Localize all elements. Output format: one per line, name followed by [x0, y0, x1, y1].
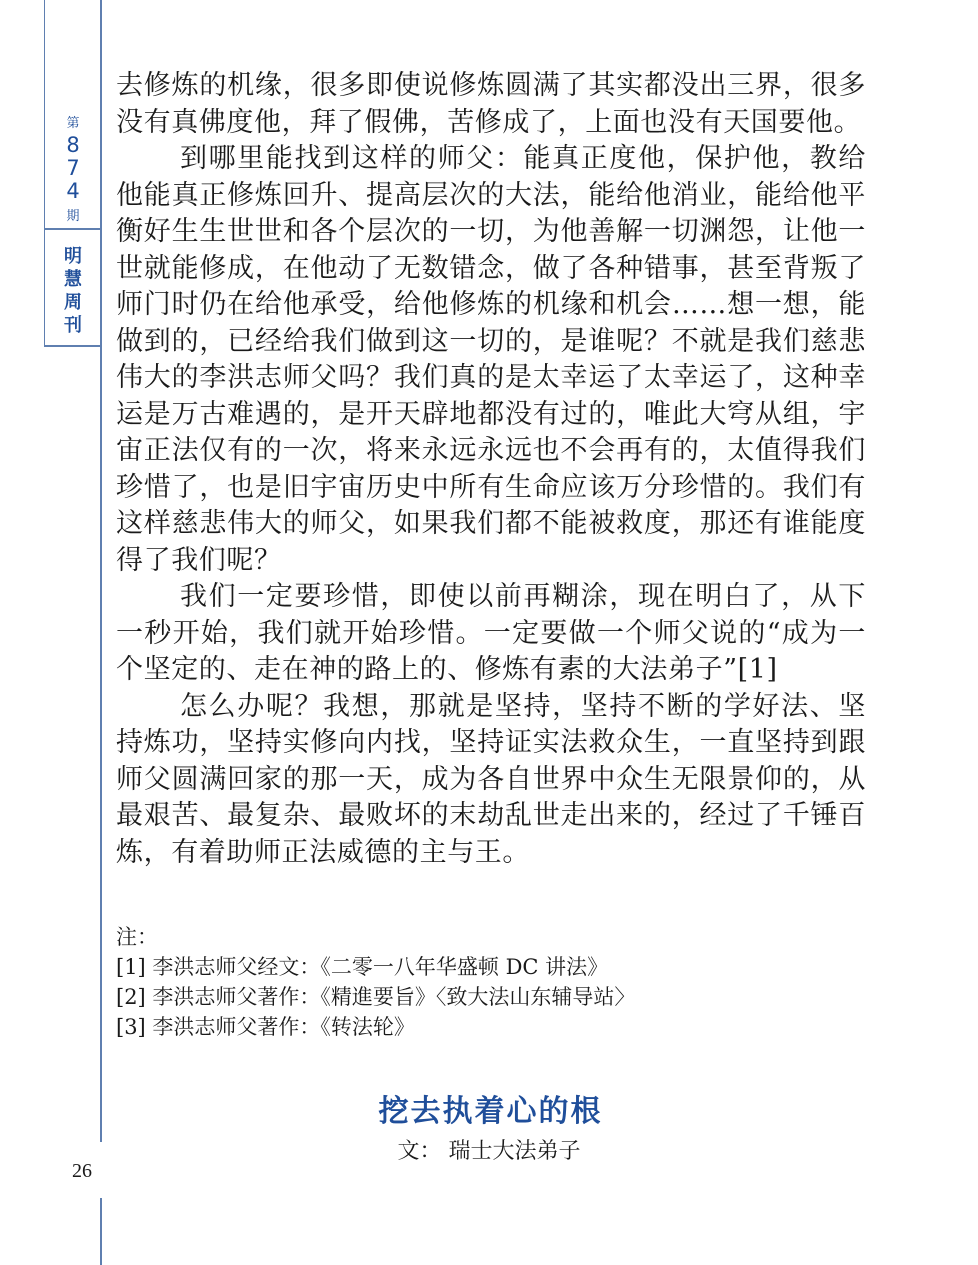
next-article-title [0, 1086, 978, 1130]
byline-text: 文： 瑞士大法弟子 [397, 1139, 581, 1164]
footnote-item: [3] 李洪志师父著作：《转法轮》 [116, 1015, 415, 1039]
magazine-name-char: 慧 [64, 269, 82, 290]
issue-digit: 8 [66, 133, 80, 157]
footnotes-heading: 注： [116, 925, 158, 949]
page-number: 26 [72, 1160, 92, 1182]
sidebar-divider-lower [100, 1198, 102, 1265]
issue-number-block [44, 0, 100, 230]
paragraph: 怎么办呢？我想，那就是坚持，坚持不断的学好法、坚持炼功，坚持实修向内找，坚持证实法救众生，一直坚持到跟师父圆满回家的那一天，成为各自世界中众生无限景仰的，从最艰苦、最复杂、最败坏的末劫乱世走出来的，经过了千锤百炼，有着助师正法威德的主与王。 [116, 690, 866, 868]
issue-digit: 7 [66, 156, 80, 180]
issue-prefix: 第 [66, 116, 80, 131]
issue-suffix: 期 [66, 209, 80, 224]
footnote-item: [1] 李洪志师父经文：《二零一八年华盛顿 DC 讲法》 [116, 955, 609, 979]
next-article-title-text: 挖去执着心的根 [378, 1094, 603, 1129]
paragraph: 到哪里能找到这样的师父：能真正度他，保护他，教给他能真正修炼回升、提高层次的大法，能给他消业，能给他平衡好生生世世和各个层次的一切，为他善解一切渊怨，让他一世就能修成，在他动了无数错念，做了各种错事，甚至背叛了师门时仍在给他承受，给他修炼的机缘和机会……想一想，能做到的，已经给我们做到这一切的，是谁呢？不就是我们慈悲伟大的李洪志师父吗？我们真的是太幸运了太幸运了，这种幸运是万古难遇的，是开天辟地都没有过的，唯此大穹从组，宇宙正法仅有的一次，将来永远永远也不会再有的，太值得我们珍惜了，也是旧宇宙历史中所有生命应该万分珍惜的。我们有这样慈悲伟大的师父，如果我们都不能被救度，那还有谁能度得了我们呢？ [116, 143, 866, 576]
magazine-name-char: 明 [64, 246, 82, 267]
magazine-name-block [44, 230, 100, 347]
footnotes [116, 922, 876, 1042]
magazine-name-char: 周 [64, 292, 82, 313]
paragraph: 去修炼的机缘，很多即使说修炼圆满了其实都没出三界，很多没有真佛度他，拜了假佛，苦修成了，上面也没有天国要他。 [116, 70, 866, 138]
paragraph: 我们一定要珍惜，即使以前再糊涂，现在明白了，从下一秒开始，我们就开始珍惜。一定要做一个师父说的“成为一个坚定的、走在神的路上的、修炼有素的大法弟子”[1] [116, 581, 866, 685]
issue-digit: 4 [66, 179, 80, 203]
magazine-name-char: 刊 [64, 315, 82, 336]
footnote-item: [2] 李洪志师父著作：《精進要旨》〈致大法山东辅导站〉 [116, 985, 636, 1009]
next-article-byline [0, 1134, 978, 1165]
article-body [116, 68, 866, 871]
